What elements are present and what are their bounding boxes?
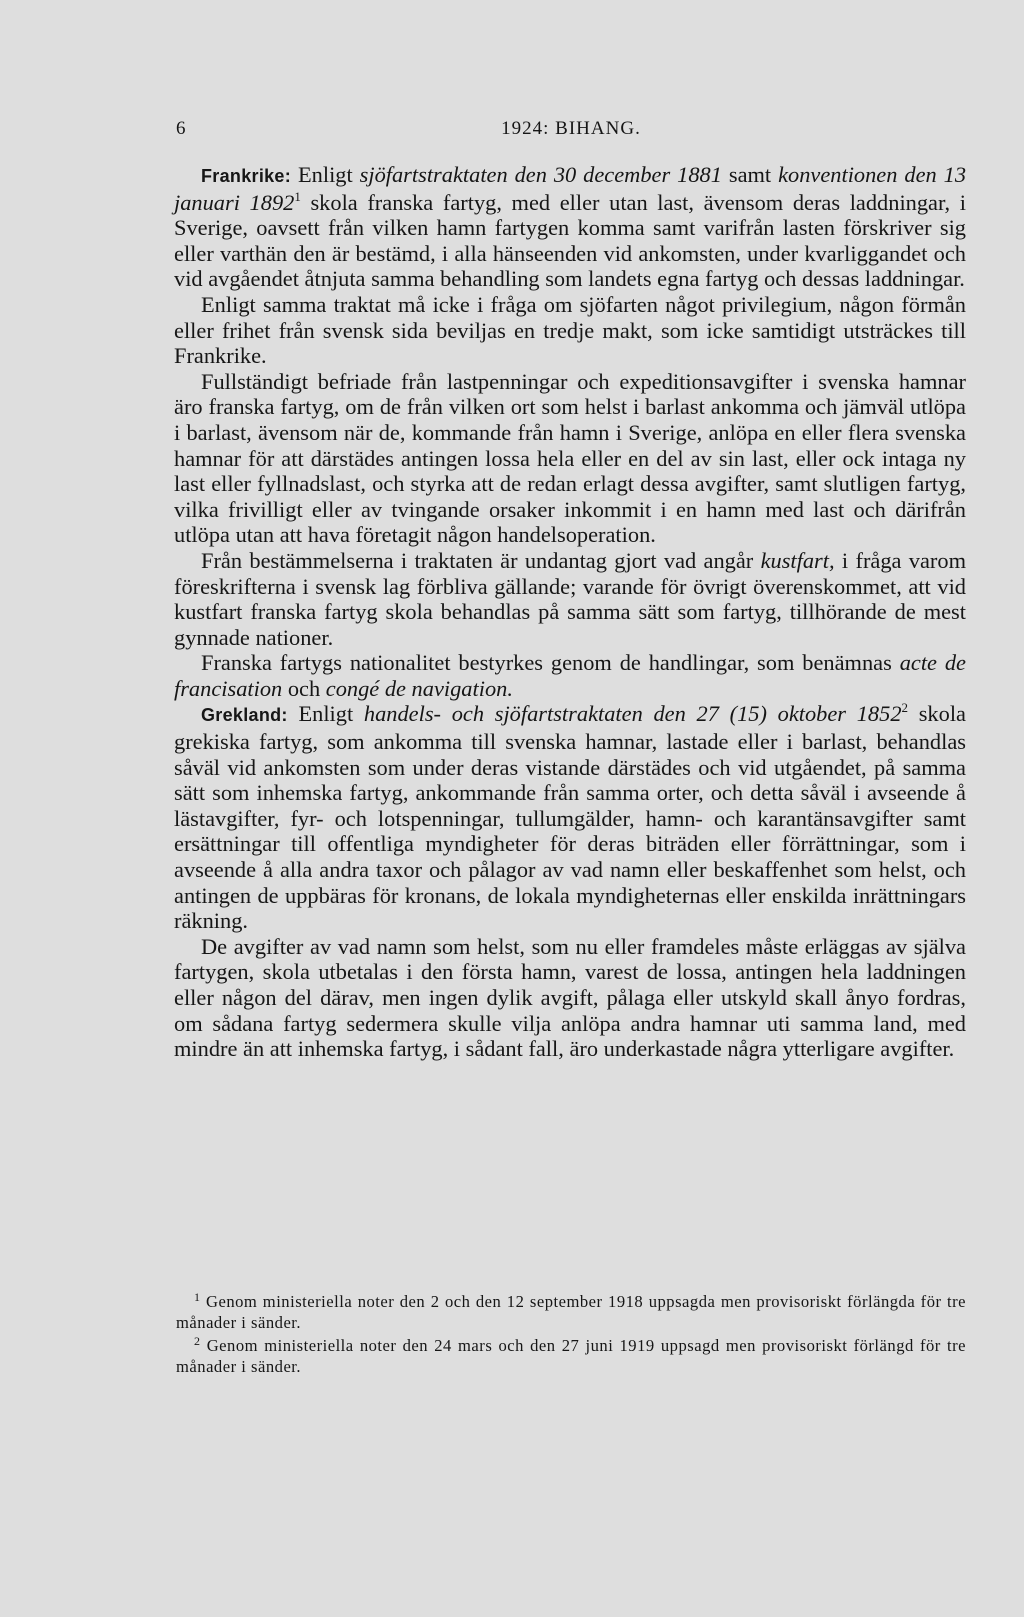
country-heading-frankrike: Frankrike: xyxy=(201,166,292,186)
text-run: skola grekiska fartyg, som ankomma till svenska hamnar, lastade eller i barlast, behandlas såväl vid ankomsten som under deras vistande därstädes och vid utgåendet, på samma sätt som inhemska fartyg, ankommande från samma orter, och detta såväl i avseende å lästavgifter, fyr- och lotspenningar, tullumgälder, hamn- och karantänsavgifter samt ersättningar till offentliga myndigheter för deras biträden eller förrättningar, som i avseende å alla andra taxor och pålagor av vad namn eller beskaffenhet som helst, och antingen de uppbäras för kronans, de lokala myndigheternas eller enskilda inrättningars räkning. xyxy=(174,701,966,934)
text-run: och xyxy=(282,675,326,701)
text-run: i fråga varom föreskrifterna i svensk lag förbliva gällande; varande för övrigt överenskommet, att vid kustfart franska fartyg skola behandlas på samma sätt som fartyg, tillhörande de mest gynnade nationer. xyxy=(174,547,966,650)
page-header xyxy=(176,118,966,148)
text-run: skola franska fartyg, med eller utan last, ävensom deras laddningar, i Sverige, oavsett från vilken hamn fartygen komma samt varifrån lasten förskriver sig eller varthän den är bestämd, i alla hänseenden vid ankomsten, under kvarliggandet och vid avgåendet åtnjuta samma behandling som landets egna fartyg och dessas laddningar. xyxy=(174,189,966,292)
footnote-mark: 1 xyxy=(194,1290,201,1304)
paragraph: Fullständigt befriade från lastpenningar och expeditionsavgifter i svenska hamnar äro franska fartyg, om de från vilken ort som helst i barlast ankomma och jämväl utlöpa i barlast, ävensom när de, kommande från hamn i Sverige, anlöpa en eller flera svenska hamnar för att därstädes antingen lossa hela eller en del av sin last, eller ock intaga ny last eller fyllnadslast, och styrka att de redan erlagt dessa avgifter, samt slutligen fartyg, vilka frivilligt eller av tvingande orsaker inkommit i en hamn med last och därifrån utlöpa utan att hava företagit någon handelsoperation. xyxy=(174,368,966,548)
italic-run: sjöfartstraktaten den 30 december 1881 xyxy=(359,162,722,187)
italic-run: acte de francisation xyxy=(174,650,966,701)
footnote xyxy=(176,1292,966,1333)
footnote-text: Genom ministeriella noter den 24 mars och den 27 juni 1919 uppsagd men provisoriskt förlängd för tre månader i sänder. xyxy=(176,1336,966,1376)
running-head: 1924: BIHANG. xyxy=(501,118,641,139)
footnote-ref-1: 1 xyxy=(294,188,301,204)
text-run: Franska fartygs nationalitet bestyrkes genom de handlingar, som benämnas xyxy=(201,650,900,676)
footnote-ref-2: 2 xyxy=(901,700,909,716)
footnote xyxy=(176,1336,966,1377)
paragraph-kustfart xyxy=(174,548,966,650)
text-run: Enligt xyxy=(287,701,364,727)
paragraph: De avgifter av vad namn som helst, som nu eller framdeles måste erläggas av själva fartygen, skola utbetalas i den första hamn, varest de lossa, antingen hela laddningen eller någon del därav, men ingen dylik avgift, pålaga eller utskyld skall ånyo fordras, om sådana fartyg sedermera skulle vilja anlöpa andra hamnar uti samma land, med mindre än att inhemska fartyg, i sådant fall, äro underkastade några ytterligare avgifter. xyxy=(174,933,966,1062)
country-heading-grekland: Grekland: xyxy=(201,705,288,726)
italic-run: konventionen den 13 januari 1892 xyxy=(174,162,967,215)
italic-run: handels- och sjöfartstraktaten den 27 (15) oktober 1852 xyxy=(363,701,902,727)
italic-run: congé de navigation. xyxy=(325,675,513,701)
paragraph-nationalitet xyxy=(174,650,966,701)
paragraph: Enligt samma traktat må icke i fråga om sjöfarten något privilegium, någon förmån eller frihet från svensk sida beviljas en tredje makt, som icke samtidigt utsträckes till Frankrike. xyxy=(174,291,966,369)
paragraph-grekland xyxy=(174,701,966,933)
page-number: 6 xyxy=(176,118,187,139)
footnote-text: Genom ministeriella noter den 2 och den 12 september 1918 uppsagda men provisoriskt förlängda för tre månader i sänder. xyxy=(176,1292,966,1332)
paragraph-frankrike xyxy=(174,162,966,292)
footnotes xyxy=(176,1292,966,1380)
italic-run: kustfart, xyxy=(760,547,835,573)
footnote-mark: 2 xyxy=(194,1334,201,1348)
text-run: samt xyxy=(721,162,779,187)
text-run: Enligt xyxy=(291,162,360,187)
text-run: Från bestämmelserna i traktaten är undantag gjort vad angår xyxy=(201,547,761,573)
main-text xyxy=(174,162,966,1062)
